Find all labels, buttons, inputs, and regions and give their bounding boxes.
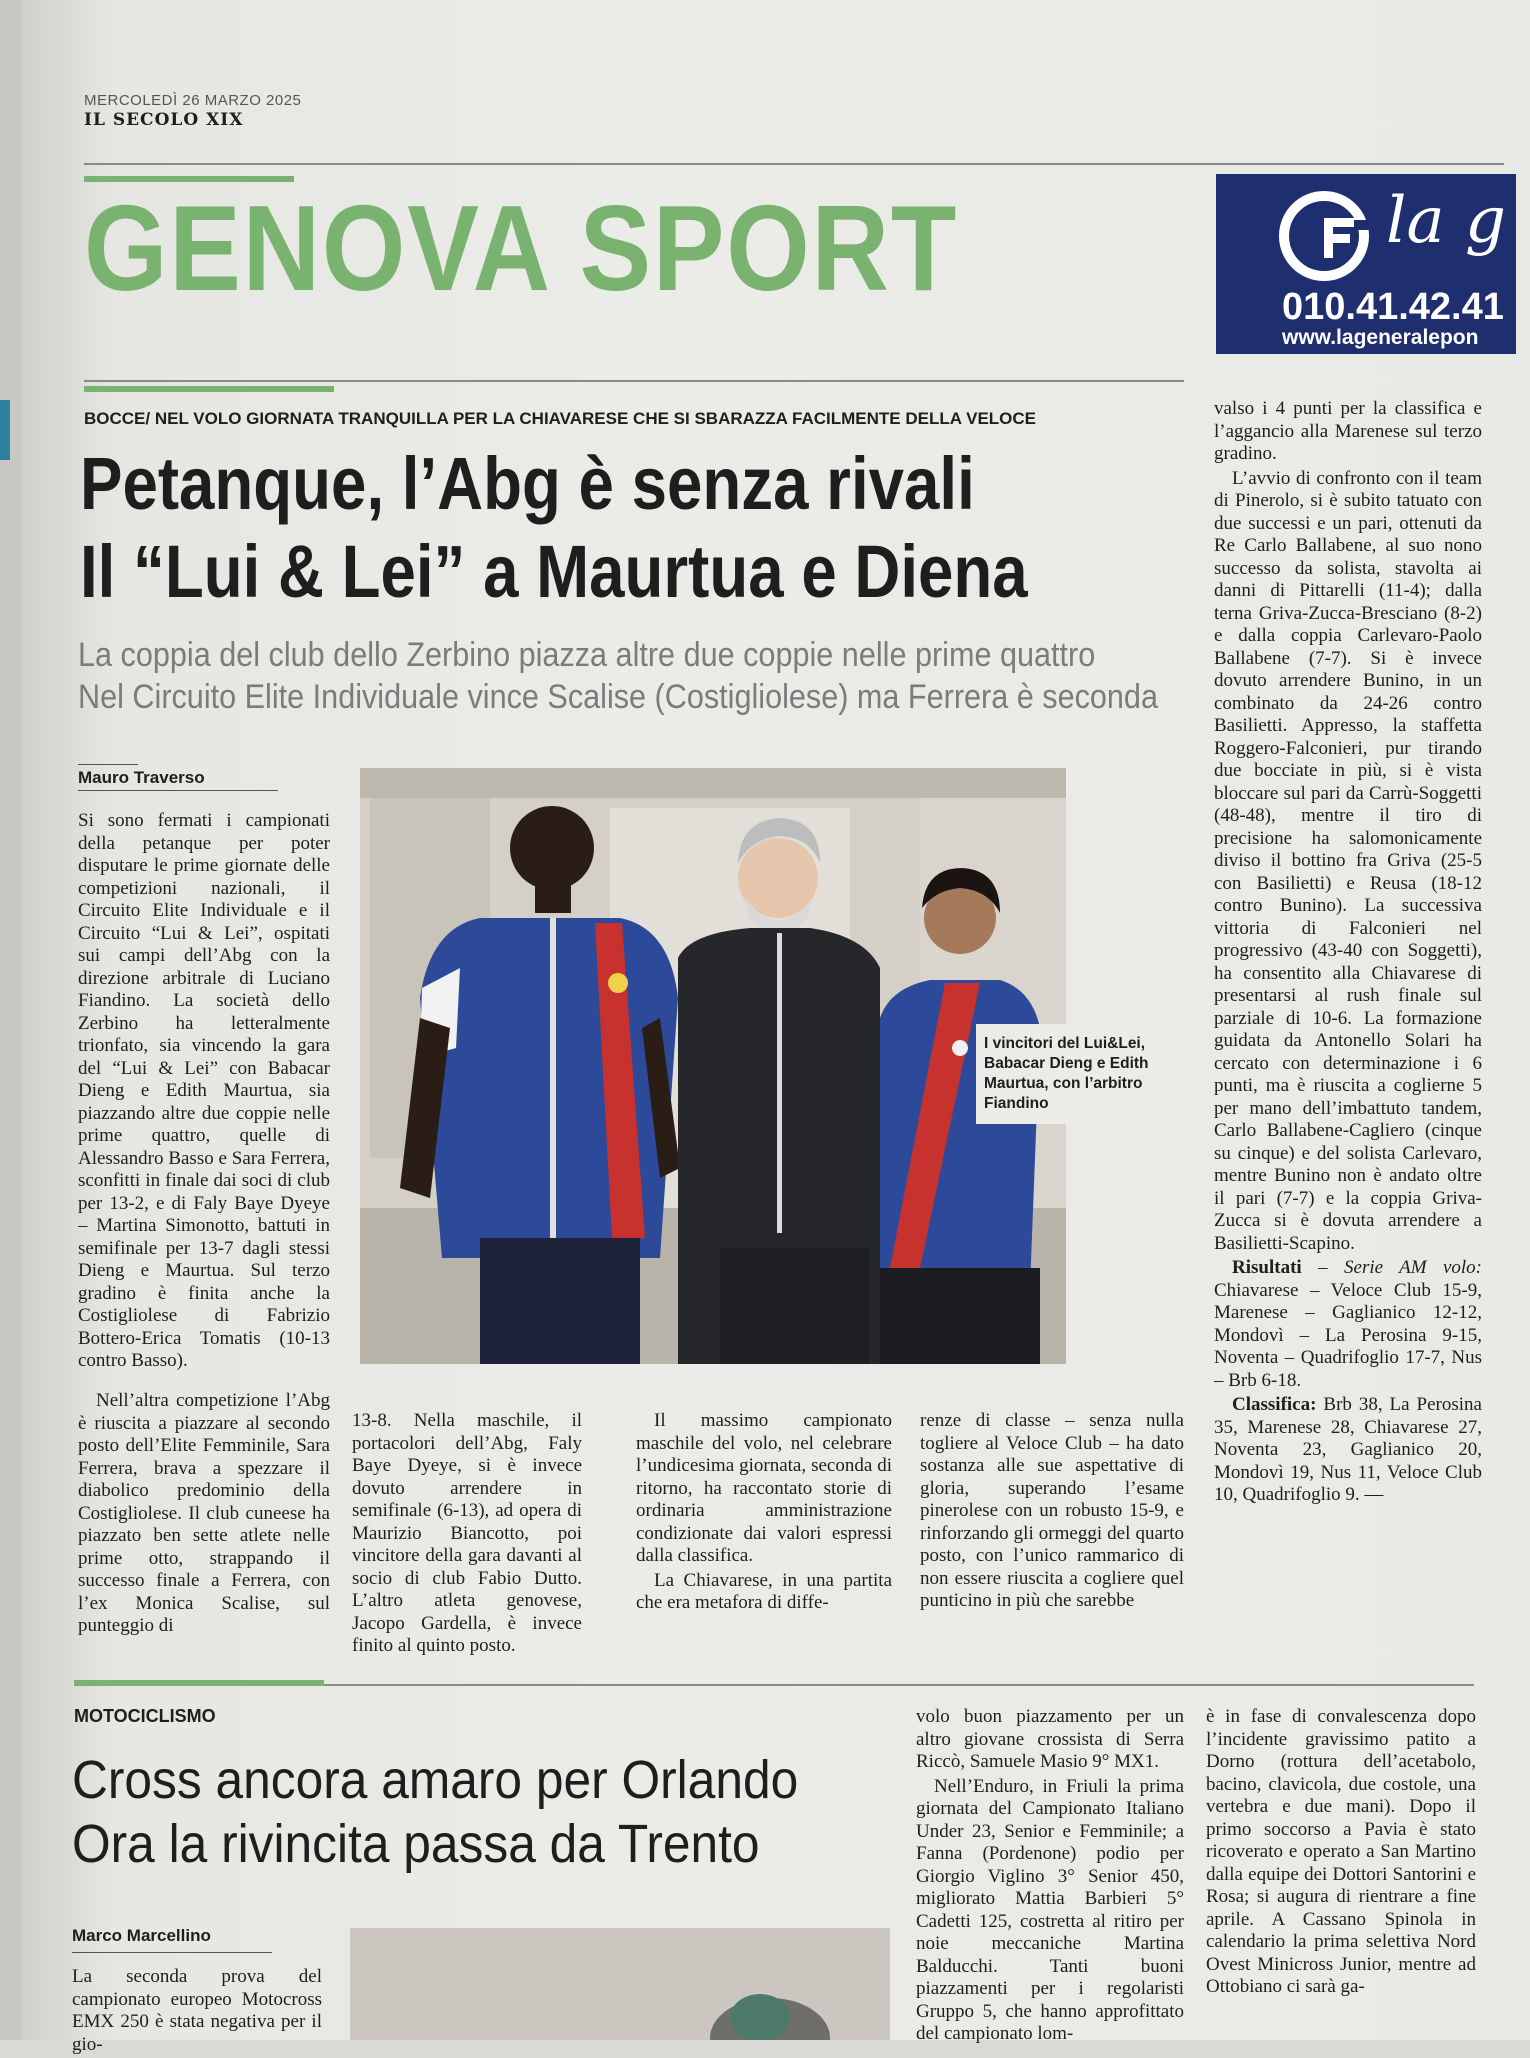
paragraph: Nell’Enduro, in Friuli la prima giornata del Campionato Italiano Under 23, Senior e Femminile; a Fanna (Pordenone) podio per Giorgio Viglino 3° Senior 450, migliorato Mattia Barbieri 5° Cadetti 125, costretta al ritiro per noie meccaniche Martina Balducchi. Tanti buoni piazzamenti per i regolaristi Gruppo 5, che hanno approfittato del campionato lom- bbox=[916, 1775, 1184, 2044]
standings-label: Classifica: bbox=[1232, 1394, 1317, 1415]
byline-rule bbox=[78, 764, 138, 765]
results-label: Risultati bbox=[1232, 1257, 1302, 1278]
article2-column-3 bbox=[1206, 1706, 1476, 2001]
standings-paragraph bbox=[1214, 1394, 1482, 1507]
paragraph: 13-8. Nella maschile, il portacolori dell’Abg, Faly Baye Dyeye, si è invece dovuto arrendere in semifinale (6-13), ad opera di Maurizio Biancotto, poi vincitore della gara davanti al socio di club Fabio Dutto. L’altro atleta genovese, Jacopo Gardella, è invece finito al quinto posto. bbox=[352, 1410, 582, 1656]
subhead-line-2: Nel Circuito Elite Individuale vince Scalise (Costigliolese) ma Ferrera è seconda bbox=[78, 678, 1158, 716]
paragraph: renze di classe – senza nulla togliere al Veloce Club – ha dato sostanza alle sue aspettative di gloria, superando l’esame pinerolese con un robusto 15-9, e rinforzando gli ormeggi del quarto posto, con l’unico rammarico di non essere riuscita a cogliere quel punticino in più che sarebbe bbox=[920, 1410, 1184, 1611]
article-photo bbox=[360, 768, 1066, 1364]
masthead: IL SECOLO XIX bbox=[84, 110, 244, 130]
article2-photo bbox=[350, 1928, 890, 2040]
article-column-3 bbox=[636, 1410, 892, 1617]
article2-headline-line-1: Cross ancora amaro per Orlando bbox=[72, 1750, 799, 1810]
article-rule bbox=[84, 380, 1184, 382]
players-photo bbox=[360, 768, 1066, 1364]
section-title: GENOVA SPORT bbox=[84, 180, 959, 316]
paragraph: La Chiavarese, in una partita che era metafora di diffe- bbox=[636, 1569, 892, 1613]
headline-line-1: Petanque, l’Abg è senza rivali bbox=[80, 442, 975, 525]
cgf-logo-icon bbox=[1278, 190, 1370, 282]
byline-underline bbox=[78, 790, 278, 791]
ad-phone: 010.41.42.41 bbox=[1282, 286, 1504, 328]
article2-kicker: MOTOCICLISMO bbox=[74, 1706, 216, 1726]
article2-accent-bar bbox=[74, 1680, 324, 1686]
spine-mark bbox=[0, 400, 10, 460]
article-column-1-cont bbox=[78, 1390, 330, 1640]
article2-byline-underline bbox=[72, 1952, 272, 1953]
paragraph: volo buon piazzamento per un altro giovane crossista di Serra Riccò, Samuele Masio 9° MX1. bbox=[916, 1706, 1184, 1772]
top-rule bbox=[84, 163, 1504, 165]
issue-date: MERCOLEDÌ 26 MARZO 2025 bbox=[84, 92, 302, 109]
results-paragraph bbox=[1214, 1257, 1482, 1392]
advertisement[interactable] bbox=[1216, 174, 1516, 354]
headline-line-2: Il “Lui & Lei” a Maurtua e Diena bbox=[80, 530, 1028, 613]
standings-text: Brb 38, La Perosina 35, Marenese 28, Chiavarese 27, Noventa 23, Gaglianico 20, Mondovì 19, Nus 11, Veloce Club 10, Quadrifoglio 9. — bbox=[1214, 1394, 1482, 1505]
article-accent-bar bbox=[84, 386, 334, 392]
article-subhead bbox=[78, 634, 1158, 718]
article-column-1 bbox=[78, 810, 330, 1375]
motocross-photo bbox=[350, 1928, 890, 2040]
article2-byline: Marco Marcellino bbox=[72, 1926, 211, 1945]
page-spine bbox=[0, 0, 22, 2040]
article-kicker: BOCCE/ NEL VOLO GIORNATA TRANQUILLA PER LA CHIAVARESE CHE SI SBARAZZA FACILMENTE DELLA VELOCE bbox=[84, 409, 1037, 428]
subhead-line-1: La coppia del club dello Zerbino piazza altre due coppie nelle prime quattro bbox=[78, 636, 1096, 674]
paragraph: è in fase di convalescenza dopo l’incidente gravissimo patito a Dorno (rottura dell’acetabolo, bacino, clavicola, due costole, una vertebra e due mani). Dopo il primo soccorso a Pavia è stato ricoverato e operato a San Martino dalla equipe dei Dottori Santorini e Rosa; si augura di rientrare a fine aprile. A Cassano Spinola in calendario la prima selettiva Nord Ovest Minicross Junior, mentre ad Ottobiano ci sarà ga- bbox=[1206, 1706, 1476, 1997]
article-column-5 bbox=[1214, 398, 1482, 1509]
paragraph: Nell’altra competizione l’Abg è riuscita a piazzare al secondo posto dell’Elite Femminile, Sara Ferrera, brava a spezzare il diabolico predominio della Costigliolese. Il club cuneese ha piazzato ben sette atlete nelle prime otto, strappando il successo finale a Ferrera, con l’ex Monica Scalise, sul punteggio di bbox=[78, 1390, 330, 1636]
ad-brand-script: la g bbox=[1386, 184, 1506, 258]
results-text: Chiavarese – Veloce Club 15-9, Marenese – Gaglianico 12-12, Mondovì – La Perosina 9-15, Noventa – Quadrifoglio 17-7, Nus – Brb 6-18. bbox=[1214, 1279, 1482, 1391]
article2-headline-line-2: Ora la rivincita passa da Trento bbox=[72, 1814, 760, 1874]
article2-column-1 bbox=[72, 1966, 322, 2058]
ad-url[interactable]: www.lageneralepon bbox=[1282, 326, 1479, 349]
article-column-4 bbox=[920, 1410, 1184, 1615]
article-headline bbox=[80, 440, 1028, 616]
byline: Mauro Traverso bbox=[78, 768, 205, 787]
paragraph: valso i 4 punti per la classifica e l’aggancio alla Marenese sul terzo gradino. bbox=[1214, 398, 1482, 464]
article2-column-2 bbox=[916, 1706, 1184, 2048]
paragraph: Il massimo campionato maschile del volo, nel celebrare l’undicesima giornata, seconda di ritorno, ha raccontato storie di ordinaria amministrazione condizionate dai valori espressi dalla classifica. bbox=[636, 1410, 892, 1566]
paragraph: La seconda prova del campionato europeo Motocross EMX 250 è stata negativa per il gio- bbox=[72, 1966, 322, 2055]
results-sub: – Serie AM volo: bbox=[1301, 1257, 1482, 1278]
photo-caption: I vincitori del Lui&Lei, Babacar Dieng e Edith Maurtua, con l’arbitro Fiandino bbox=[976, 1024, 1188, 1124]
article-column-2 bbox=[352, 1410, 582, 1660]
paragraph: L’avvio di confronto con il team di Pinerolo, si è subito tatuato con due successi e un pari, ottenuti da Re Carlo Ballabene, al suo nono successo da solista, stavolta ai danni di Pittarelli (11-4); dalla terna Griva-Zucca-Bresciano (8-2) e dalla coppia Carlevaro-Paolo Ballabene (7-7). Si è invece dovuto arrendere Bunino, in un combinato da 24-26 contro Basilietti. Appresso, la staffetta Roggero-Falconieri, pur tirando due bocciate in più, si è vista bloccare sul pari da Carrù-Soggetti (48-48), mentre il tiro di precisione ha salomonicamente diviso il bottino fra Griva (25-5 con Basilietti) e Reusa (18-12 contro Bunino). La successiva vittoria di Falconieri nel progressivo (43-40 con Soggetti), ha consentito alla Chiavarese di presentarsi al rush finale sul parziale di 10-6. La formazione guidata da Antonello Solari ha cercato con determinazione i 6 punti, ma è riuscita a coglierne 5 per mano dell’imbattuto tandem, Carlo Ballabene-Cagliero (cinque su cinque) e del solista Carlevaro, mentre Bunino non è andato oltre il pari (7-7) e la coppia Griva-Zucca si è dovuta arrendere a Basilietti-Scapino. bbox=[1214, 467, 1482, 1254]
paragraph: Si sono fermati i campionati della petanque per poter disputare le prime giornate delle competizioni nazionali, il Circuito Elite Individuale e il Circuito “Lui & Lei”, ospitati sui campi dell’Abg con la direzione arbitrale di Luciano Fiandino. La società dello Zerbino ha letteralmente trionfato, sia vincendo la gara del “Lui & Lei” con Babacar Dieng e Edith Maurtua, sia piazzando altre due coppie nelle prime quattro, quelle di Alessandro Basso e Sara Ferrera, sconfitti in finale dai soci di club per 13-2, e di Faly Baye Dyeye – Martina Simonotto, battuti in semifinale per 13-7 dagli stessi Dieng e Maurtua. Sul terzo gradino è finita anche la Costigliolese di Fabrizio Bottero-Erica Tomatis (10-13 contro Basso). bbox=[78, 810, 330, 1371]
article2-headline bbox=[72, 1748, 798, 1876]
